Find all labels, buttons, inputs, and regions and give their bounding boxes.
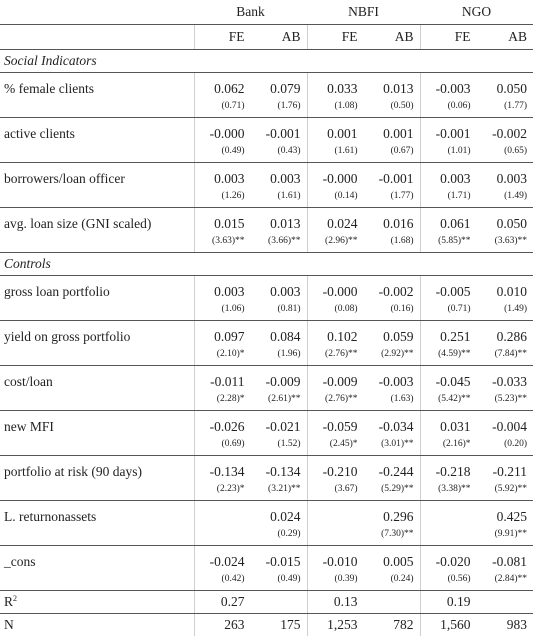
tstat-cell: (7.30)** xyxy=(364,524,421,546)
tstat-cell: (3.38)** xyxy=(420,479,477,501)
row-label: yield on gross portfolio xyxy=(0,321,194,345)
row-label: avg. loan size (GNI scaled) xyxy=(0,208,194,232)
tstat-row xyxy=(0,299,533,321)
coefficient-cell: 0.003 xyxy=(477,163,533,187)
estimator-header: FE xyxy=(194,25,251,50)
r-squared-label xyxy=(0,591,194,614)
tstat-cell: (0.42) xyxy=(194,569,251,591)
coefficient-cell: 0.003 xyxy=(194,276,251,300)
coefficient-cell: 0.016 xyxy=(364,208,421,232)
coefficient-cell: -0.210 xyxy=(307,456,364,480)
tstat-cell: (0.50) xyxy=(364,96,421,118)
row-label: cost/loan xyxy=(0,366,194,390)
tstat-cell: (1.06) xyxy=(194,299,251,321)
coefficient-cell: -0.033 xyxy=(477,366,533,390)
tstat-row xyxy=(0,569,533,591)
coefficient-cell: -0.000 xyxy=(307,163,364,187)
tstat-cell: (1.49) xyxy=(477,299,533,321)
tstat-cell: (1.68) xyxy=(364,231,421,253)
n-cell: 175 xyxy=(251,614,308,636)
group-header-bank: Bank xyxy=(194,0,307,25)
tstat-cell: (0.49) xyxy=(194,141,251,163)
tstat-cell: (2.28)* xyxy=(194,389,251,411)
coefficient-cell: -0.002 xyxy=(477,118,533,142)
estimator-header: FE xyxy=(420,25,477,50)
coefficient-cell: 0.003 xyxy=(251,163,308,187)
tstat-cell: (2.76)** xyxy=(307,389,364,411)
tstat-cell: (5.42)** xyxy=(420,389,477,411)
coefficient-cell: -0.000 xyxy=(194,118,251,142)
coefficient-cell: -0.134 xyxy=(194,456,251,480)
coefficient-cell: 0.031 xyxy=(420,411,477,435)
tstat-label-cell xyxy=(0,524,194,546)
tstat-label-cell xyxy=(0,299,194,321)
tstat-label-cell xyxy=(0,186,194,208)
r-squared-cell: 0.27 xyxy=(194,591,251,614)
coefficient-cell: 0.079 xyxy=(251,73,308,97)
tstat-cell: (3.63)** xyxy=(194,231,251,253)
group-header-ngo: NGO xyxy=(420,0,533,25)
coefficient-cell: 0.003 xyxy=(194,163,251,187)
coefficient-cell: 0.059 xyxy=(364,321,421,345)
tstat-row xyxy=(0,96,533,118)
tstat-cell: (3.67) xyxy=(307,479,364,501)
coefficient-cell: -0.059 xyxy=(307,411,364,435)
tstat-cell: (1.71) xyxy=(420,186,477,208)
tstat-cell: (5.92)** xyxy=(477,479,533,501)
tstat-cell: (1.63) xyxy=(364,389,421,411)
tstat-label-cell xyxy=(0,434,194,456)
section-header-row xyxy=(0,50,533,73)
tstat-row xyxy=(0,141,533,163)
table-row xyxy=(0,208,533,232)
tstat-cell: (0.71) xyxy=(420,299,477,321)
estimator-header-row xyxy=(0,25,533,50)
coefficient-cell: -0.005 xyxy=(420,276,477,300)
coefficient-cell xyxy=(420,501,477,525)
coefficient-cell: -0.024 xyxy=(194,546,251,570)
tstat-cell: (4.59)** xyxy=(420,344,477,366)
table-row xyxy=(0,163,533,187)
coefficient-cell: 0.296 xyxy=(364,501,421,525)
coefficient-cell: 0.062 xyxy=(194,73,251,97)
tstat-cell: (0.24) xyxy=(364,569,421,591)
coefficient-cell: 0.001 xyxy=(364,118,421,142)
coefficient-cell: 0.425 xyxy=(477,501,533,525)
tstat-row xyxy=(0,186,533,208)
coefficient-cell: -0.001 xyxy=(364,163,421,187)
tstat-cell: (1.49) xyxy=(477,186,533,208)
coefficient-cell: -0.134 xyxy=(251,456,308,480)
tstat-label-cell xyxy=(0,479,194,501)
tstat-cell: (2.96)** xyxy=(307,231,364,253)
tstat-cell: (2.10)* xyxy=(194,344,251,366)
coefficient-cell: 0.013 xyxy=(364,73,421,97)
tstat-cell: (9.91)** xyxy=(477,524,533,546)
coefficient-cell: 0.010 xyxy=(477,276,533,300)
coefficient-cell: -0.020 xyxy=(420,546,477,570)
tstat-cell: (1.77) xyxy=(477,96,533,118)
coefficient-cell: 0.286 xyxy=(477,321,533,345)
tstat-cell: (0.43) xyxy=(251,141,308,163)
tstat-cell: (3.66)** xyxy=(251,231,308,253)
coefficient-cell: 0.251 xyxy=(420,321,477,345)
n-cell: 782 xyxy=(364,614,421,636)
group-header-row xyxy=(0,0,533,25)
coefficient-cell xyxy=(307,501,364,525)
row-label: L. returnonassets xyxy=(0,501,194,525)
r-squared-superscript: 2 xyxy=(13,594,17,603)
tstat-cell: (1.52) xyxy=(251,434,308,456)
coefficient-cell: -0.002 xyxy=(364,276,421,300)
tstat-cell: (1.26) xyxy=(194,186,251,208)
tstat-label-cell xyxy=(0,569,194,591)
coefficient-cell: 0.050 xyxy=(477,73,533,97)
estimator-header: AB xyxy=(364,25,421,50)
row-label: gross loan portfolio xyxy=(0,276,194,300)
table-row xyxy=(0,411,533,435)
tstat-cell: (0.71) xyxy=(194,96,251,118)
coefficient-cell: 0.084 xyxy=(251,321,308,345)
tstat-cell: (2.16)* xyxy=(420,434,477,456)
tstat-cell: (0.08) xyxy=(307,299,364,321)
coefficient-cell: 0.024 xyxy=(307,208,364,232)
r-squared-cell xyxy=(477,591,533,614)
tstat-cell: (1.61) xyxy=(307,141,364,163)
tstat-cell: (0.56) xyxy=(420,569,477,591)
tstat-row xyxy=(0,479,533,501)
tstat-label-cell xyxy=(0,96,194,118)
tstat-cell: (0.29) xyxy=(251,524,308,546)
tstat-cell xyxy=(420,524,477,546)
tstat-cell: (2.23)* xyxy=(194,479,251,501)
tstat-row xyxy=(0,344,533,366)
tstat-cell: (5.85)** xyxy=(420,231,477,253)
tstat-cell: (2.84)** xyxy=(477,569,533,591)
table-row xyxy=(0,276,533,300)
r-squared-cell: 0.13 xyxy=(307,591,364,614)
coefficient-cell: -0.026 xyxy=(194,411,251,435)
tstat-cell: (7.84)** xyxy=(477,344,533,366)
tstat-cell: (0.14) xyxy=(307,186,364,208)
table-row xyxy=(0,73,533,97)
tstat-row xyxy=(0,231,533,253)
tstat-cell: (2.76)** xyxy=(307,344,364,366)
coefficient-cell: 0.097 xyxy=(194,321,251,345)
tstat-label-cell xyxy=(0,231,194,253)
tstat-cell: (0.16) xyxy=(364,299,421,321)
tstat-cell: (0.39) xyxy=(307,569,364,591)
coefficient-cell: 0.013 xyxy=(251,208,308,232)
tstat-cell: (1.77) xyxy=(364,186,421,208)
table-row xyxy=(0,501,533,525)
coefficient-cell: 0.015 xyxy=(194,208,251,232)
estimator-header: AB xyxy=(251,25,308,50)
tstat-row xyxy=(0,524,533,546)
tstat-cell: (0.49) xyxy=(251,569,308,591)
coefficient-cell: -0.045 xyxy=(420,366,477,390)
coefficient-cell: -0.244 xyxy=(364,456,421,480)
n-label: N xyxy=(0,614,194,636)
coefficient-cell: -0.001 xyxy=(420,118,477,142)
coefficient-cell: -0.009 xyxy=(251,366,308,390)
corner-cell xyxy=(0,0,194,25)
row-label: active clients xyxy=(0,118,194,142)
tstat-cell: (0.81) xyxy=(251,299,308,321)
coefficient-cell: -0.003 xyxy=(420,73,477,97)
coefficient-cell: 0.061 xyxy=(420,208,477,232)
tstat-cell: (0.65) xyxy=(477,141,533,163)
section-header-row xyxy=(0,253,533,276)
group-header-nbfi: NBFI xyxy=(307,0,420,25)
corner-cell xyxy=(0,25,194,50)
coefficient-cell: -0.011 xyxy=(194,366,251,390)
coefficient-cell: -0.001 xyxy=(251,118,308,142)
row-label: _cons xyxy=(0,546,194,570)
tstat-cell: (3.63)** xyxy=(477,231,533,253)
tstat-cell: (3.21)** xyxy=(251,479,308,501)
tstat-label-cell xyxy=(0,344,194,366)
tstat-cell: (1.61) xyxy=(251,186,308,208)
tstat-row xyxy=(0,434,533,456)
n-cell: 983 xyxy=(477,614,533,636)
tstat-row xyxy=(0,389,533,411)
coefficient-cell: -0.009 xyxy=(307,366,364,390)
row-label: borrowers/loan officer xyxy=(0,163,194,187)
row-label: new MFI xyxy=(0,411,194,435)
r-squared-cell xyxy=(364,591,421,614)
n-cell: 1,253 xyxy=(307,614,364,636)
coefficient-cell xyxy=(194,501,251,525)
tstat-cell: (0.06) xyxy=(420,96,477,118)
tstat-cell: (1.08) xyxy=(307,96,364,118)
tstat-cell: (5.23)** xyxy=(477,389,533,411)
coefficient-cell: 0.024 xyxy=(251,501,308,525)
table-row xyxy=(0,118,533,142)
table-row xyxy=(0,546,533,570)
estimator-header: FE xyxy=(307,25,364,50)
table-row xyxy=(0,321,533,345)
tstat-cell: (0.20) xyxy=(477,434,533,456)
coefficient-cell: 0.003 xyxy=(251,276,308,300)
n-cell: 263 xyxy=(194,614,251,636)
section-title: Social Indicators xyxy=(0,50,533,73)
r-squared-cell: 0.19 xyxy=(420,591,477,614)
coefficient-cell: 0.001 xyxy=(307,118,364,142)
coefficient-cell: -0.003 xyxy=(364,366,421,390)
table-row xyxy=(0,366,533,390)
tstat-cell: (1.76) xyxy=(251,96,308,118)
coefficient-cell: -0.081 xyxy=(477,546,533,570)
r-squared-label-text: R xyxy=(4,594,13,609)
tstat-label-cell xyxy=(0,389,194,411)
tstat-cell: (0.69) xyxy=(194,434,251,456)
coefficient-cell: -0.010 xyxy=(307,546,364,570)
coefficient-cell: -0.000 xyxy=(307,276,364,300)
tstat-cell: (3.01)** xyxy=(364,434,421,456)
coefficient-cell: -0.021 xyxy=(251,411,308,435)
section-title: Controls xyxy=(0,253,533,276)
n-cell: 1,560 xyxy=(420,614,477,636)
coefficient-cell: 0.102 xyxy=(307,321,364,345)
tstat-cell: (2.92)** xyxy=(364,344,421,366)
tstat-cell xyxy=(194,524,251,546)
tstat-label-cell xyxy=(0,141,194,163)
coefficient-cell: 0.005 xyxy=(364,546,421,570)
tstat-cell: (0.67) xyxy=(364,141,421,163)
coefficient-cell: -0.218 xyxy=(420,456,477,480)
row-label: portfolio at risk (90 days) xyxy=(0,456,194,480)
coefficient-cell: -0.211 xyxy=(477,456,533,480)
table-row xyxy=(0,456,533,480)
tstat-cell: (2.61)** xyxy=(251,389,308,411)
row-label: % female clients xyxy=(0,73,194,97)
coefficient-cell: 0.003 xyxy=(420,163,477,187)
estimator-header: AB xyxy=(477,25,533,50)
coefficient-cell: 0.050 xyxy=(477,208,533,232)
n-row xyxy=(0,614,533,636)
tstat-cell: (1.01) xyxy=(420,141,477,163)
tstat-cell: (1.96) xyxy=(251,344,308,366)
coefficient-cell: 0.033 xyxy=(307,73,364,97)
r-squared-row xyxy=(0,591,533,614)
coefficient-cell: -0.034 xyxy=(364,411,421,435)
tstat-cell: (5.29)** xyxy=(364,479,421,501)
coefficient-cell: -0.015 xyxy=(251,546,308,570)
r-squared-cell xyxy=(251,591,308,614)
tstat-cell xyxy=(307,524,364,546)
coefficient-cell: -0.004 xyxy=(477,411,533,435)
tstat-cell: (2.45)* xyxy=(307,434,364,456)
